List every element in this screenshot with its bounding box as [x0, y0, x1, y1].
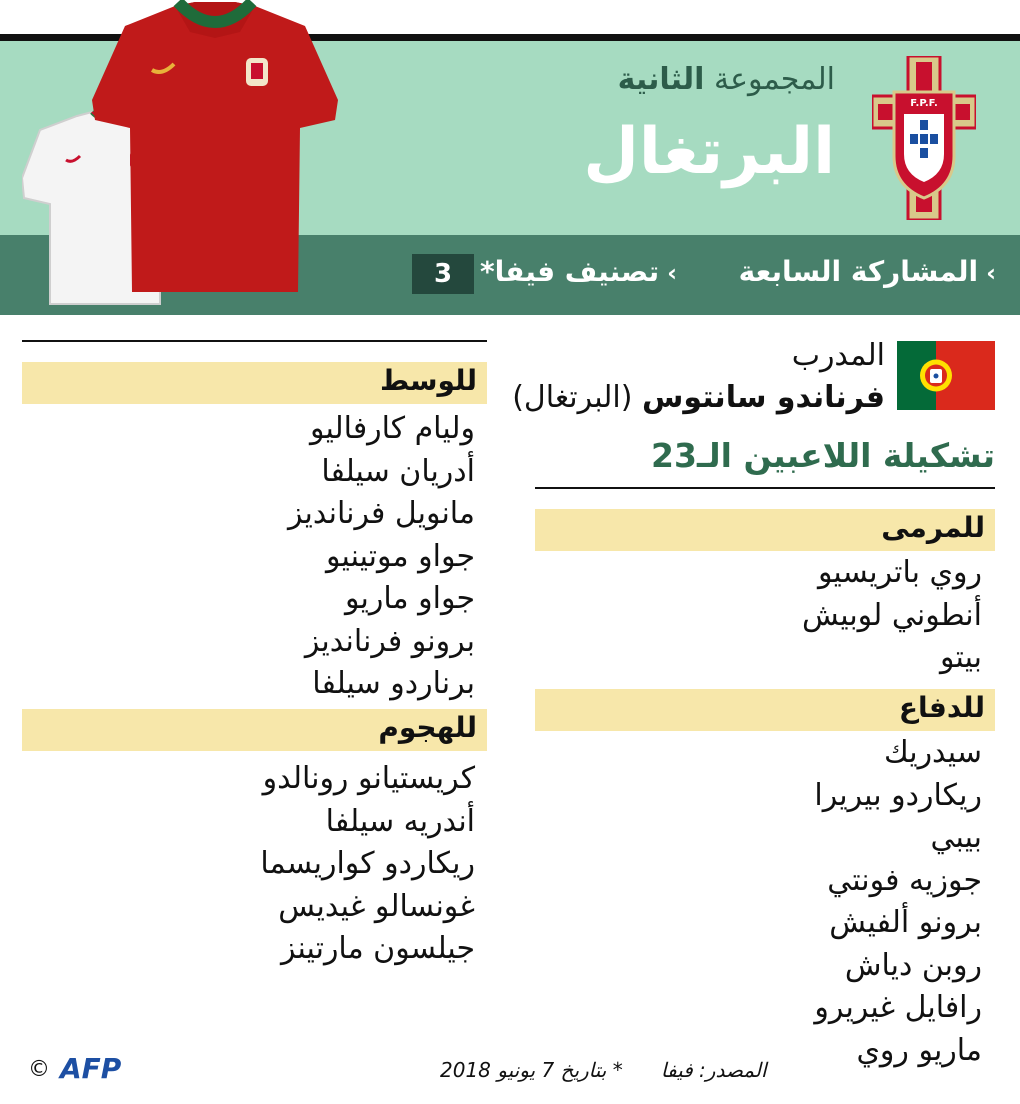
player-name: كريستيانو رونالدو [262, 761, 475, 796]
afp-logo-text: AFP [60, 1052, 122, 1084]
player-name: بيتو [940, 640, 982, 675]
portugal-flag-icon [897, 341, 995, 410]
player-name: روي باتريسيو [817, 555, 982, 590]
player-name: رافايل غيريرو [814, 990, 982, 1025]
player-name: ماريو روي [856, 1032, 982, 1068]
player-name: ريكاردو كواريسما [260, 846, 475, 881]
player-name: جواو موتينيو [326, 538, 475, 574]
fifa-rank-value: 3 [412, 254, 474, 294]
coach-label: المدرب [791, 338, 885, 373]
footer-note [440, 1058, 767, 1082]
goalkeepers-list [802, 552, 982, 680]
crest-text: F.P.F. [910, 98, 938, 109]
copyright-symbol: © [28, 1057, 50, 1082]
section-forwards: للهجوم [22, 709, 487, 751]
coach-name: فرناندو سانتوس (البرتغال) [512, 380, 885, 415]
squad-title: تشكيلة اللاعبين الـ23 [651, 436, 995, 475]
footer-date-note: * بتاريخ 7 يونيو 2018 [440, 1058, 623, 1082]
player-name: روبن دياش [844, 947, 982, 983]
player-name: برناردو سيلفا [312, 666, 475, 701]
section-defenders: للدفاع [535, 689, 995, 731]
footer-source: المصدر: فيفا [660, 1058, 767, 1082]
country-title: البرتغال [583, 115, 835, 189]
player-name: جيلسون مارتينز [280, 931, 475, 966]
player-name: ريكاردو بيريرا [814, 777, 982, 813]
player-name: جواو ماريو [345, 581, 475, 616]
section-goalkeepers: للمرمى [535, 509, 995, 551]
player-name: بيبي [930, 820, 982, 855]
player-name: أندريه سيلفا [325, 803, 475, 839]
group-label: المجموعة الثانية [617, 62, 835, 97]
player-name: أدريان سيلفا [321, 453, 475, 489]
fpf-crest-icon [872, 56, 976, 220]
section-midfielders: للوسط [22, 362, 487, 404]
midfielders-list [288, 408, 475, 706]
forwards-list [260, 758, 475, 971]
participation-label: ›المشاركة السابعة [738, 255, 996, 288]
fifa-rank-label: ›تصنيف فيفا* [479, 255, 677, 288]
chevron-icon: › [667, 259, 677, 287]
left-top-rule [22, 340, 487, 342]
player-name: مانويل فرنانديز [287, 496, 475, 531]
chevron-icon: › [986, 259, 996, 287]
player-name: جوزيه فونتي [827, 862, 982, 898]
player-name: أنطوني لوبيش [802, 597, 982, 633]
player-name: غونسالو غيديس [278, 888, 475, 924]
afp-logo [28, 1050, 138, 1084]
defenders-list [814, 732, 982, 1072]
player-name: وليام كارفاليو [309, 411, 475, 446]
player-name: سيدريك [883, 735, 982, 770]
right-rule [535, 487, 995, 489]
player-name: برونو ألفيش [829, 905, 982, 940]
player-name: برونو فرنانديز [304, 623, 475, 659]
home-jersey-image [90, 0, 340, 295]
